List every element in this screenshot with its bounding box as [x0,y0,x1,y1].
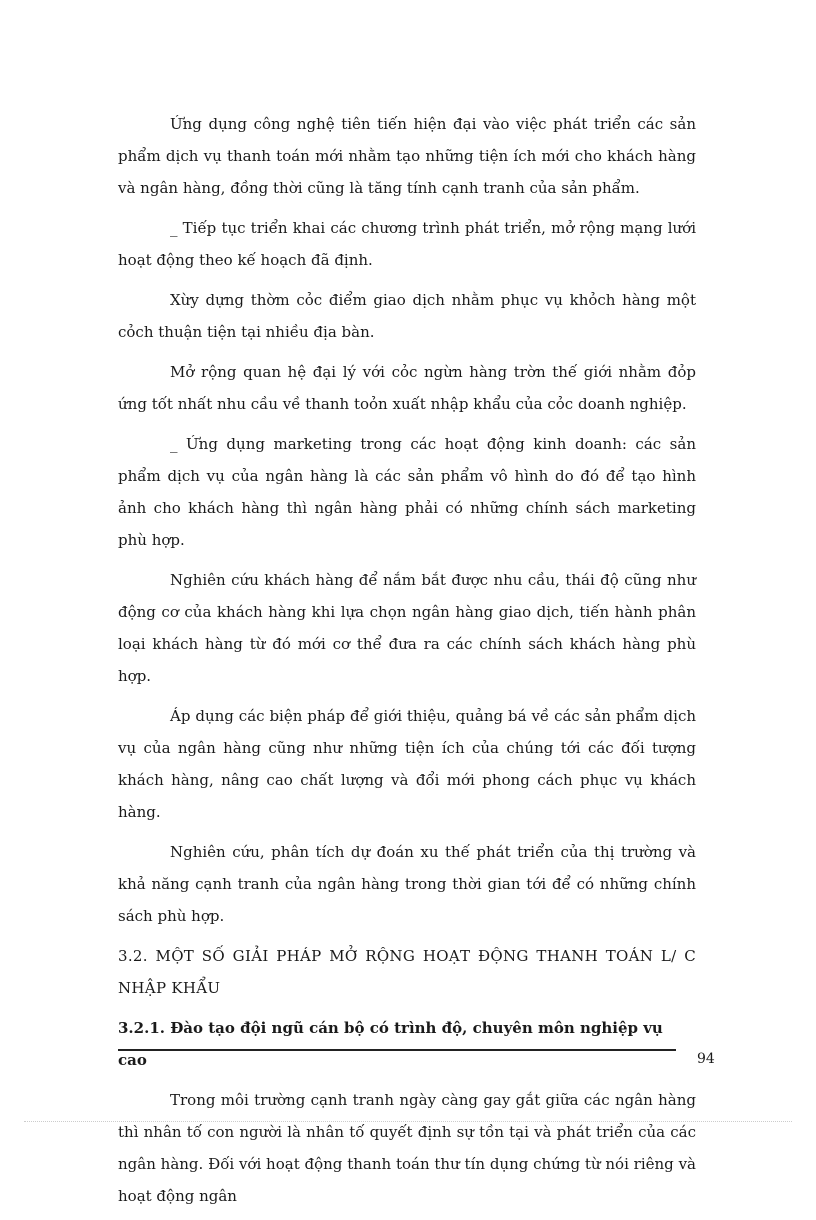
page-edge-divider [24,1121,792,1122]
paragraph-customer-research: Nghiên cứu khách hàng để nắm bắt được nhu cầu, thái độ cũng như động cơ của khách hàng khi lựa chọn ngân hàng giao dịch, tiến hành phân loại khách hàng từ đó mới cơ thể đưa ra các chính sách khách hàng phù hợp. [118,571,696,685]
page-number: 94 [697,1051,715,1067]
paragraph-correspondent-relations: Mở rộng quan hệ đại lý với cỏc ngừn hàng trờn thế giới nhằm đỏp ứng tốt nhất nhu cầu về thanh toỏn xuất nhập khẩu của cỏc doanh nghiệp. [118,363,696,413]
paragraph-marketing: _ Ứng dụng marketing trong các hoạt động kinh doanh: các sản phẩm dịch vụ của ngân hàng là các sản phẩm vô hình do đó để tạo hình ảnh cho khách hàng thì ngân hàng phải có những chính sách marketing phù hợp. [118,435,696,549]
page-body [118,108,696,1220]
subsection-heading: 3.2.1. Đào tạo đội ngũ cán bộ có trình độ, chuyên môn nghiệp vụ cao [118,1019,663,1069]
paragraph-network-expansion: _ Tiếp tục triển khai các chương trình phát triển, mở rộng mạng lưới hoạt động theo kế hoạch đã định. [118,219,696,269]
section-heading: 3.2. MỘT SỐ GIẢI PHÁP MỞ RỘNG HOẠT ĐỘNG THANH TOÁN L/ C NHẬP KHẨU [118,947,696,997]
paragraph-human-factor: Trong môi trường cạnh tranh ngày càng gay gắt giữa các ngân hàng thì nhân tố con người là nhân tố quyết định sự tồn tại và phát triển của các ngân hàng. Đối với hoạt động thanh toán thư tín dụng chứng từ nói riêng và hoạt động ngân [118,1091,696,1205]
paragraph-technology: Ứng dụng công nghệ tiên tiến hiện đại vào việc phát triển các sản phẩm dịch vụ thanh toán mới nhằm tạo những tiện ích mới cho khách hàng và ngân hàng, đồng thời cũng là tăng tính cạnh tranh của sản phẩm. [118,115,696,197]
paragraph-promotion: Áp dụng các biện pháp để giới thiệu, quảng bá về các sản phẩm dịch vụ của ngân hàng cũng như những tiện ích của chúng tới các đối tượng khách hàng, nâng cao chất lượng và đổi mới phong cách phục vụ khách hàng. [118,707,696,821]
paragraph-market-forecast: Nghiên cứu, phân tích dự đoán xu thế phát triển của thị trường và khả năng cạnh tranh của ngân hàng trong thời gian tới để có những chính sách phù hợp. [118,843,696,925]
footer-rule [118,1049,676,1051]
paragraph-transaction-points: Xừy dựng thờm cỏc điểm giao dịch nhằm phục vụ khỏch hàng một cỏch thuận tiện tại nhiều địa bàn. [118,291,696,341]
